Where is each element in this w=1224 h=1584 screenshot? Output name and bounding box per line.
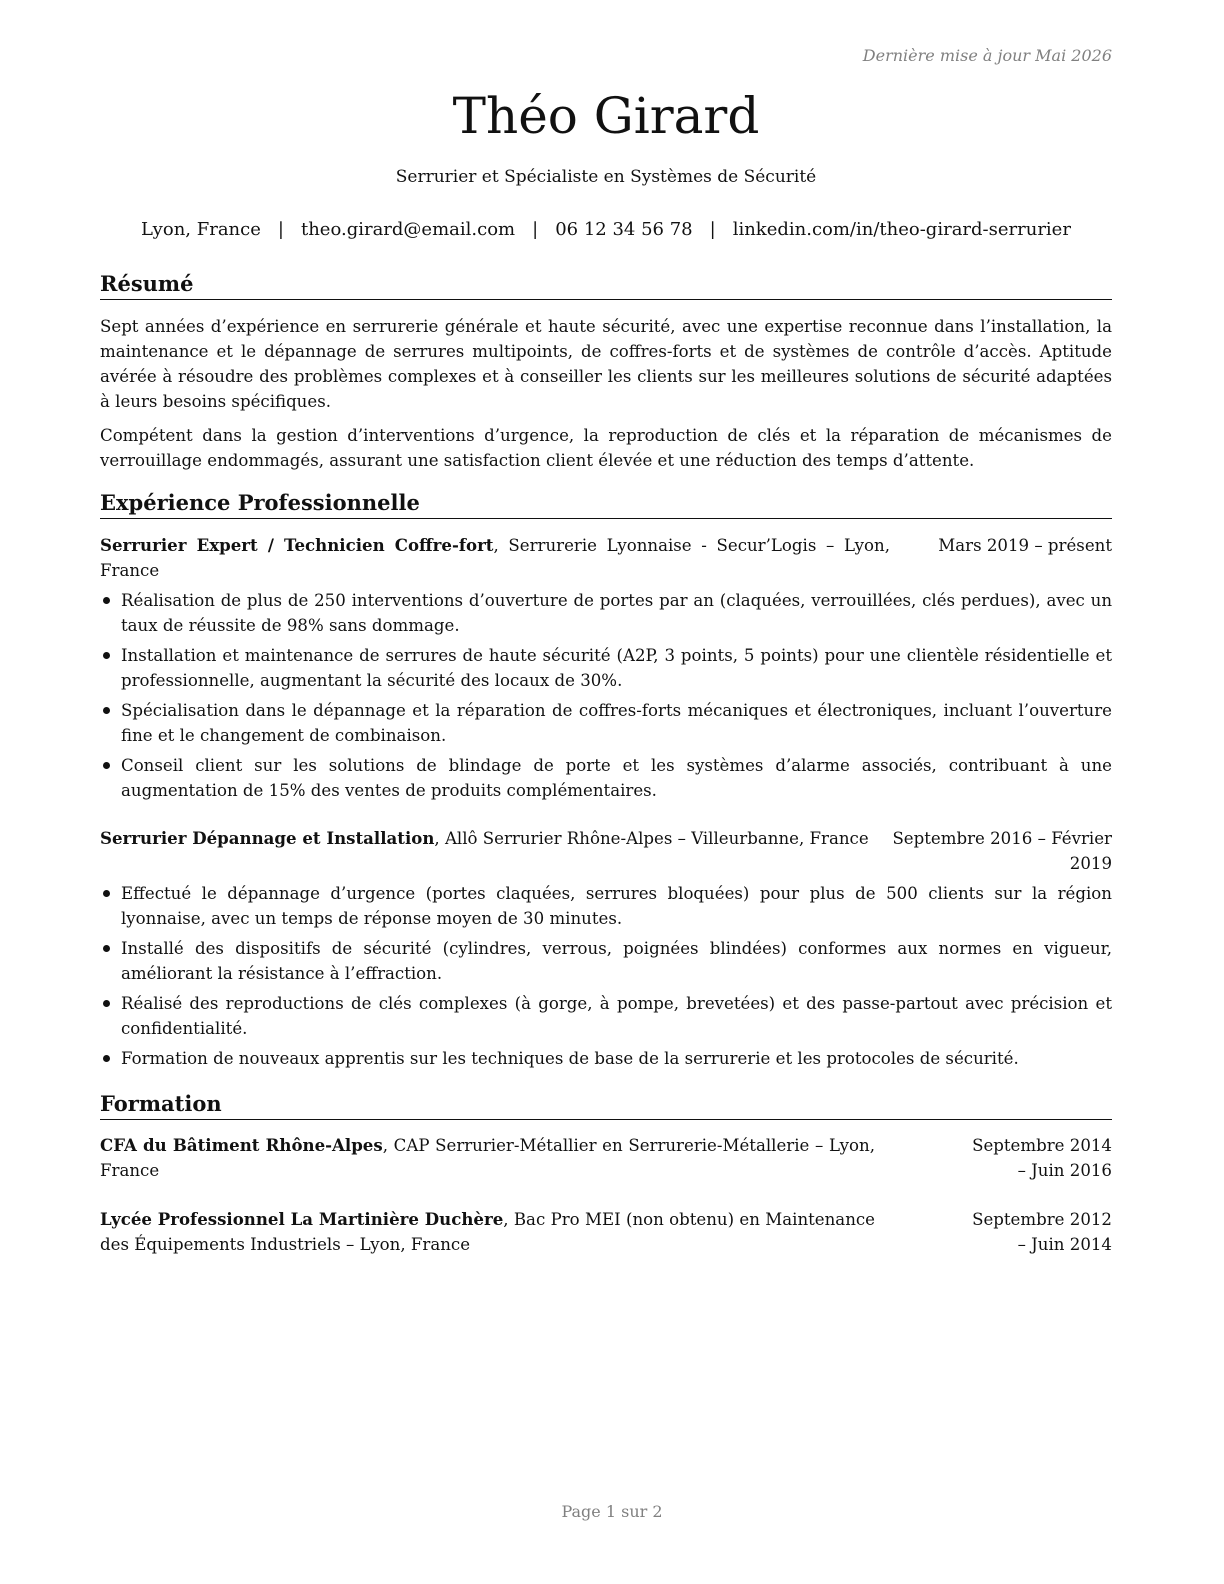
job-dates: Mars 2019 – présent bbox=[938, 536, 1112, 555]
contact-line bbox=[100, 219, 1112, 240]
job-title-company bbox=[100, 826, 875, 851]
education-school: CFA du Bâtiment Rhône-Alpes bbox=[100, 1135, 383, 1155]
summary-paragraph: Sept années d’expérience en serrurerie générale et haute sécurité, avec une expertise reconnue dans l’installation, la maintenance et le dépannage de serrures multipoints, de coffres-forts et de systèmes de contrôle d’accès. Aptitude avérée à résoudre des problèmes complexes et à conseiller les clients sur les meilleures solutions de sécurité adaptées à leurs besoins spécifiques. bbox=[100, 317, 1112, 411]
bullet-icon bbox=[103, 1000, 110, 1007]
section-title-experience: Expérience Professionnelle bbox=[100, 490, 1112, 519]
list-item: Effectué le dépannage d’urgence (portes claquées, serrures bloquées) pour plus de 500 clients sur la région lyonnaise, avec un temps de réponse moyen de 30 minutes. bbox=[100, 881, 1112, 931]
job-title-company bbox=[100, 533, 890, 583]
bullet-icon bbox=[103, 707, 110, 714]
section-title-education: Formation bbox=[100, 1091, 1112, 1120]
page-number: Page 1 sur 2 bbox=[561, 1502, 663, 1521]
education-school-detail bbox=[100, 1133, 875, 1183]
last-updated: Dernière mise à jour Mai 2026 bbox=[862, 46, 1112, 65]
education-school: Lycée Professionnel La Martinière Duchère bbox=[100, 1209, 504, 1229]
education-detail: , Bac Pro MEI (non obtenu) en Maintenance des Équipements Industriels – Lyon, France bbox=[100, 1210, 875, 1254]
contact-separator: | bbox=[709, 219, 716, 240]
bullet-icon bbox=[103, 1055, 110, 1062]
job-bullets bbox=[100, 881, 1112, 1076]
job-bullets bbox=[100, 588, 1112, 808]
job-title: Serrurier et Spécialiste en Systèmes de Sécurité bbox=[395, 167, 817, 187]
list-item: Spécialisation dans le dépannage et la réparation de coffres-forts mécaniques et électroniques, incluant l’ouverture fine et le changement de combinaison. bbox=[100, 698, 1112, 748]
education-dates: Septembre 2014 – Juin 2016 bbox=[972, 1136, 1112, 1180]
list-item: Réalisation de plus de 250 interventions d’ouverture de portes par an (claquées, verrouillées, clés perdues), avec un taux de réussite de 98% sans dommage. bbox=[100, 588, 1112, 638]
bullet-icon bbox=[103, 890, 110, 897]
list-item: Réalisé des reproductions de clés complexes (à gorge, à pompe, brevetées) et des passe-partout avec précision et confidentialité. bbox=[100, 991, 1112, 1041]
list-item: Installé des dispositifs de sécurité (cylindres, verrous, poignées blindées) conformes aux normes en vigueur, améliorant la résistance à l’effraction. bbox=[100, 936, 1112, 986]
list-item: Installation et maintenance de serrures de haute sécurité (A2P, 3 points, 5 points) pour une clientèle résidentielle et professionnelle, augmentant la sécurité des locaux de 30%. bbox=[100, 643, 1112, 693]
contact-separator: | bbox=[532, 219, 539, 240]
job-header bbox=[100, 533, 1112, 583]
list-item: Formation de nouveaux apprentis sur les techniques de base de la serrurerie et les protocoles de sécurité. bbox=[100, 1046, 1112, 1071]
summary-paragraph: Compétent dans la gestion d’interventions d’urgence, la reproduction de clés et la réparation de mécanismes de verrouillage endommagés, assurant une satisfaction client élevée et une réduction des temps d’attente. bbox=[100, 426, 1112, 470]
contact-location: Lyon, France bbox=[141, 219, 261, 240]
job-role: Serrurier Expert / Technicien Coffre-fort bbox=[100, 535, 494, 555]
job-company: , Serrurerie Lyonnaise - Secur’Logis – Lyon, France bbox=[100, 536, 890, 580]
education-dates: Septembre 2012 – Juin 2014 bbox=[972, 1210, 1112, 1254]
education-school-detail bbox=[100, 1207, 875, 1257]
bullet-icon bbox=[103, 597, 110, 604]
job-header bbox=[100, 826, 1112, 876]
list-item: Conseil client sur les solutions de blindage de porte et les systèmes d’alarme associés, contribuant à une augmentation de 15% des ventes de produits complémentaires. bbox=[100, 753, 1112, 803]
contact-phone: 06 12 34 56 78 bbox=[555, 219, 693, 240]
education-detail: , CAP Serrurier-Métallier en Serrurerie-Métallerie – Lyon, France bbox=[100, 1136, 875, 1180]
contact-linkedin[interactable]: linkedin.com/in/theo-girard-serrurier bbox=[732, 219, 1071, 240]
contact-separator: | bbox=[277, 219, 284, 240]
education-header bbox=[100, 1133, 1112, 1183]
job-company: , Allô Serrurier Rhône-Alpes – Villeurbanne, France bbox=[434, 829, 869, 848]
bullet-icon bbox=[103, 652, 110, 659]
contact-email[interactable]: theo.girard@email.com bbox=[300, 219, 516, 240]
education-header bbox=[100, 1207, 1112, 1257]
job-role: Serrurier Dépannage et Installation bbox=[100, 828, 435, 848]
bullet-icon bbox=[103, 945, 110, 952]
candidate-name: Théo Girard bbox=[452, 87, 760, 145]
bullet-icon bbox=[103, 762, 110, 769]
job-dates: Septembre 2016 – Février 2019 bbox=[892, 829, 1112, 873]
section-title-summary: Résumé bbox=[100, 271, 1112, 300]
